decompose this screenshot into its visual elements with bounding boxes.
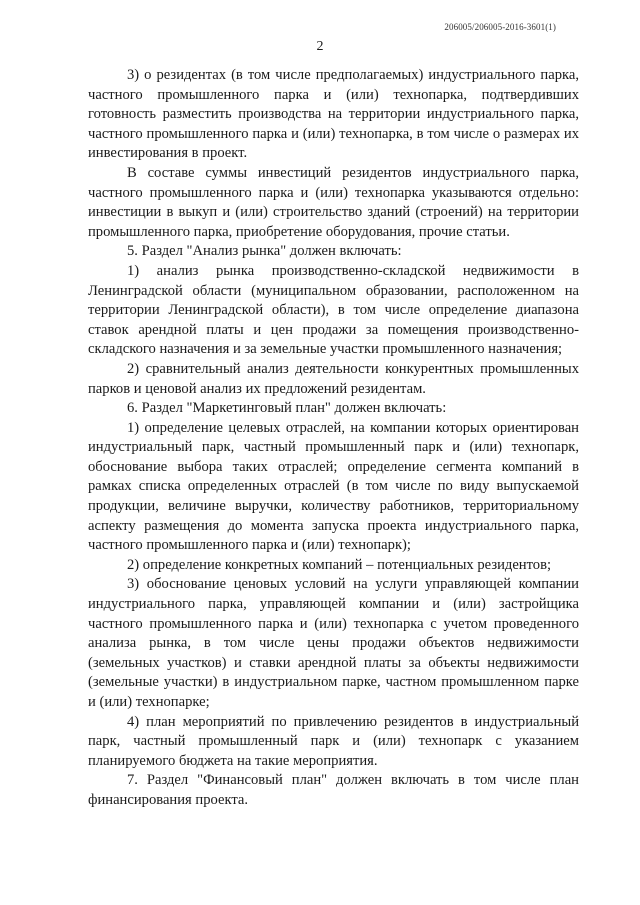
paragraph-section-5-heading: 5. Раздел "Анализ рынка" должен включать: [127, 243, 402, 260]
paragraph-market-analysis-2: 2) сравнительный анализ деятельности конкурентных промышленных парков и ценовой анализ их предложений резидентам. [88, 360, 579, 397]
body-text [88, 66, 579, 811]
paragraph-section-6-heading: 6. Раздел "Маркетинговый план" должен включать: [127, 400, 447, 417]
document-id: 206005/206005-2016-3601(1) [444, 22, 556, 32]
paragraph-section-7: 7. Раздел "Финансовый план" должен включать в том числе план финансирования проекта. [88, 772, 579, 808]
paragraph-marketing-2: 2) определение конкретных компаний – потенциальных резидентов; [127, 556, 552, 573]
paragraph-marketing-4: 4) план мероприятий по привлечению резидентов в индустриальный парк, частный промышленный парк и (или) технопарк с указанием планируемого бюджета на такие мероприятия. [88, 713, 579, 769]
paragraph-investment-composition: В составе суммы инвестиций резидентов индустриального парка, частного промышленного парка и (или) технопарка указываются отдельно: инвестиции в выкуп и (или) строительство зданий (строений) на территории промышленного парка, приобретение оборудования, прочие статьи. [88, 164, 579, 240]
paragraph-residents: 3) о резидентах (в том числе предполагаемых) индустриального парка, частного промышленного парка и (или) технопарка, подтвердивших готовность разместить производства на территории индустриального парка, частного промышленного парка и (или) технопарка, в том числе о размерах их инвестирования в проект. [88, 67, 579, 162]
paragraph-marketing-1: 1) определение целевых отраслей, на компании которых ориентирован индустриальный парк, частный промышленный парк и (или) технопарк, обоснование выбора таких отраслей; определение сегмента компаний в рамках списка определенных отраслей (в том числе по виду выпускаемой продукции, величине выручки, количеству работников, территориальному аспекту размещения до момента запуска проекта индустриального парка, частного промышленного парка и (или) технопарк); [88, 419, 579, 554]
page-number: 2 [316, 39, 324, 54]
paragraph-marketing-3: 3) обоснование ценовых условий на услуги управляющей компании индустриального парка, управляющей компании и (или) застройщика частного промышленного парка и (или) технопарка с учетом проведенного анализа рынка, в том числе цены продажи объектов недвижимости (земельных участков) и ставки арендной платы за объекты недвижимости (земельные участки) в индустриальном парке, частном промышленном парке и (или) технопарке; [88, 576, 579, 710]
paragraph-market-analysis-1: 1) анализ рынка производственно-складской недвижимости в Ленинградской области (муниципальном образовании, расположенном на территории Ленинградской области), в том числе определение диапазона ставок арендной платы и цен продажи за помещения производственно-складского назначения и за земельные участки промышленного назначения; [88, 262, 579, 358]
